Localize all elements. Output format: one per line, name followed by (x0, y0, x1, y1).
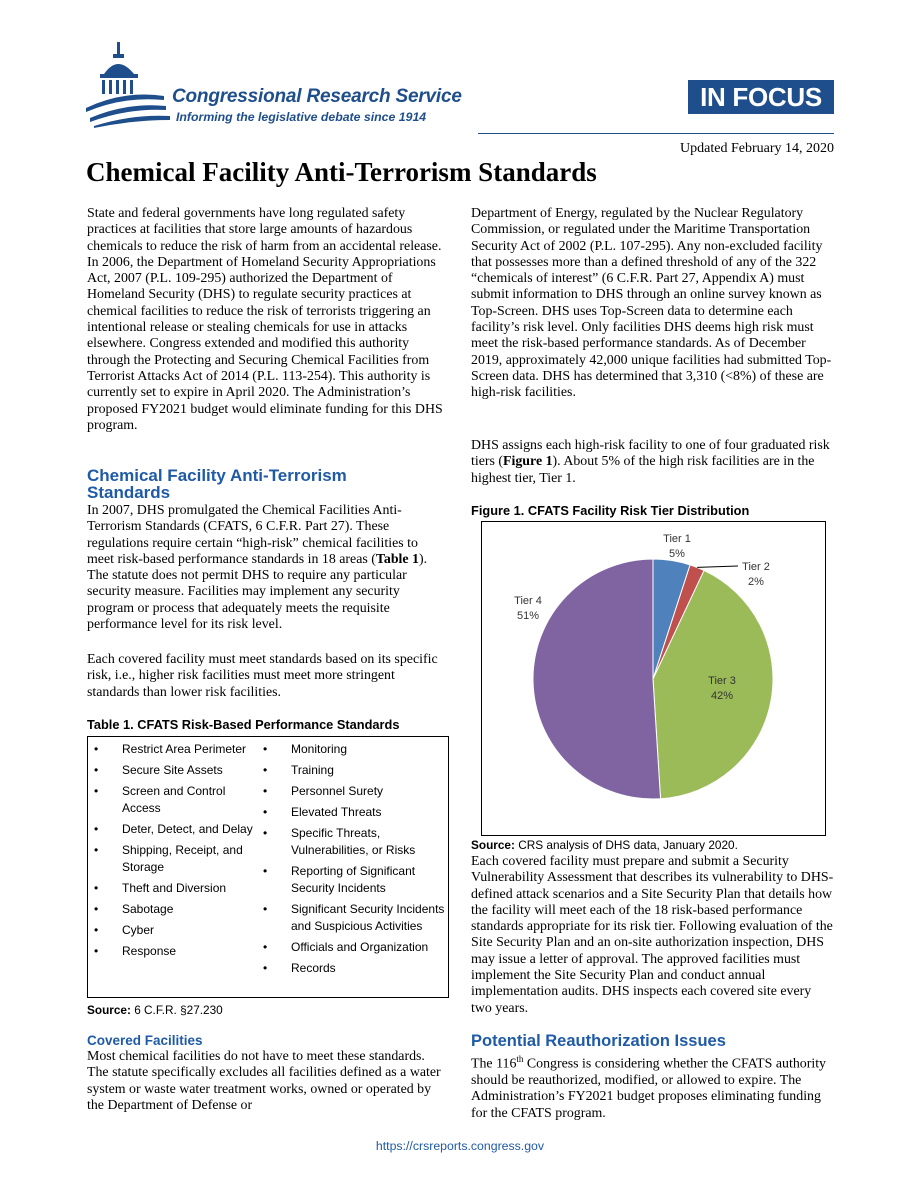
figure-source-label: Source: (471, 838, 515, 852)
cfats-paragraph (87, 503, 447, 633)
excluded-facilities-paragraph: Department of Energy, regulated by the Nuclear Regulatory Commission, or regulated under the Maritime Transportation Security Act of 2002 (P.L. 107-295). Any non-excluded facility that possesses more than a defined threshold of any of the 322 “chemicals of interest” (6 C.F.R. Part 27, Appendix A) must submit information to DHS through an online survey known as Top-Screen. DHS uses Top-Screen data to determine each facility’s risk level. Only facilities DHS deems high risk must meet the risk-based performance standards. As of December 2019, approximately 42,000 unique facilities had submitted Top-Screen data. DHS has determined that 3,310 (<8%) of these are high-risk facilities. (471, 206, 832, 401)
standard-list-item: • Monitoring (257, 741, 447, 758)
tiers-text-a: DHS assigns each high-risk facility to one of four graduated risk tiers ( (471, 438, 830, 470)
security-plan-paragraph: Each covered facility must prepare and submit a Security Vulnerability Assessment that describes its vulnerability to DHS-defined attack scenarios and a Site Security Plan that details how the facility will meet each of the 18 risk-based performance standards appropriate for its risk tier. Following evaluation of the Site Security Plan and an on-site authorization inspection, DHS may issue a letter of approval. The approved facilities must implement the Site Security Plan and conduct annual implementation audits. DHS inspects each covered site every two years. (471, 854, 834, 1016)
pie-label-value: 42% (710, 690, 734, 702)
capitol-dome-icon (84, 40, 174, 128)
pie-label-name: Tier 1 (663, 533, 691, 545)
risk-paragraph: Each covered facility must meet standards based on its specific risk, i.e., higher risk facilities must meet more stringent standards than lower risk facilities. (87, 652, 438, 700)
section-heading-reauthorization: Potential Reauthorization Issues (471, 1032, 726, 1050)
risk-tier-pie-chart (482, 522, 825, 835)
footer-url-link[interactable]: https://crsreports.congress.gov (375, 1139, 545, 1153)
page-title: Chemical Facility Anti-Terrorism Standards (86, 157, 597, 187)
header-rule (478, 133, 834, 134)
intro-paragraph: State and federal governments have long regulated safety practices at facilities that store large amounts of hazardous chemicals to reduce the risk of harm from an accidental release. In 2006, the Department of Homeland Security Appropriations Act, 2007 (P.L. 109-295) authorized the Department of Homeland Security (DHS) to regulate security practices at chemical facilities to reduce the risk of terrorists triggering an intentional release or stealing chemicals for use in attacks elsewhere. Congress extended and modified this authority through the Protecting and Securing Chemical Facilities from Terrorist Attacks Act of 2014 (P.L. 113-254). This authority is currently set to expire in April 2020. The Administration’s proposed FY2021 budget would eliminate funding for this DHS program. (87, 206, 443, 433)
figure-frame (481, 521, 826, 836)
table-caption: Table 1. CFATS Risk-Based Performance Standards (87, 717, 400, 732)
table-source (87, 1003, 223, 1017)
org-name: Congressional Research Service (172, 86, 462, 107)
standard-list-item: • Restrict Area Perimeter (88, 741, 264, 758)
pie-label-name: Tier 3 (708, 675, 736, 687)
standard-list-item: • Personnel Surety (257, 783, 447, 800)
standard-list-item: • Records (257, 960, 447, 977)
reauth-text-b: Congress is considering whether the CFATS authority should be reauthorized, modified, or allowed to expire. The Administration’s FY2021 budget proposes eliminating funding for the CFATS program. (471, 1056, 827, 1121)
pie-label-name: Tier 4 (514, 595, 542, 607)
standard-list-item: • Deter, Detect, and Delay (88, 821, 264, 838)
pie-label-value: 51% (516, 610, 540, 622)
standard-list-item: • Elevated Threats (257, 804, 447, 821)
section-heading-cfats: Chemical Facility Anti-Terrorism Standards (87, 466, 347, 502)
standard-list-item: • Screen and Control Access (88, 783, 264, 817)
pie-label-name: Tier 2 (742, 561, 770, 573)
cfats-text-b: ). The statute does not permit DHS to require any particular security measure. Facilities may implement any security program or process that adequately meets the requisite performance level for its risk level. (87, 551, 428, 633)
reauthorization-paragraph (471, 1051, 834, 1122)
updated-date: Updated February 14, 2020 (680, 141, 834, 156)
reauth-text-a: The 116 (471, 1056, 517, 1072)
org-tagline: Informing the legislative debate since 1914 (176, 110, 427, 124)
tiers-paragraph (471, 438, 834, 487)
standard-list-item: • Secure Site Assets (88, 762, 264, 779)
standard-list-item: • Officials and Organization (257, 939, 447, 956)
pie-slice-tier-4 (533, 559, 661, 799)
standard-list-item: • Theft and Diversion (88, 880, 264, 897)
cfats-text-a: In 2007, DHS promulgated the Chemical Facilities Anti-Terrorism Standards (CFATS, 6 C.F.R. Part 27). These regulations require certain “high-risk” chemical facilities to meet risk-based performance standards in 18 areas ( (87, 503, 418, 567)
standard-list-item: • Reporting of Significant Security Incidents (257, 863, 447, 897)
standard-list-item: • Training (257, 762, 447, 779)
figure-1-reference[interactable]: Figure 1 (503, 454, 553, 470)
standard-list-item: • Shipping, Receipt, and Storage (88, 842, 264, 876)
standard-list-item: • Response (88, 943, 264, 960)
standard-list-item: • Cyber (88, 922, 264, 939)
performance-standards-table (87, 736, 449, 998)
table-column-2 (257, 741, 447, 981)
table-1-reference[interactable]: Table 1 (375, 551, 419, 567)
pie-label-value: 5% (669, 548, 685, 560)
pie-label-value: 2% (748, 576, 764, 588)
pie-leader-line (697, 566, 738, 567)
standard-list-item: • Sabotage (88, 901, 264, 918)
table-source-text: 6 C.F.R. §27.230 (130, 1003, 223, 1017)
table-column-1 (88, 741, 264, 964)
covered-facilities-paragraph: Most chemical facilities do not have to meet these standards. The statute specifically excludes all facilities defined as a water system or waste water treatment works, owned or operated by the Department of Defense or (87, 1049, 441, 1113)
standard-list-item: • Significant Security Incidents and Suspicious Activities (257, 901, 447, 935)
crs-logo[interactable] (84, 40, 504, 128)
table-source-label: Source: (87, 1003, 131, 1017)
in-focus-badge: IN FOCUS (688, 80, 834, 114)
figure-source (471, 838, 738, 852)
section-heading-covered-facilities: Covered Facilities (87, 1033, 203, 1048)
standard-list-item: • Specific Threats, Vulnerabilities, or Risks (257, 825, 447, 859)
ordinal-suffix: th (516, 1054, 524, 1064)
figure-source-text: CRS analysis of DHS data, January 2020. (514, 838, 738, 852)
figure-caption: Figure 1. CFATS Facility Risk Tier Distribution (471, 503, 750, 518)
tiers-text-b: ). About 5% of the high risk facilities are in the highest tier, Tier 1. (471, 454, 815, 486)
